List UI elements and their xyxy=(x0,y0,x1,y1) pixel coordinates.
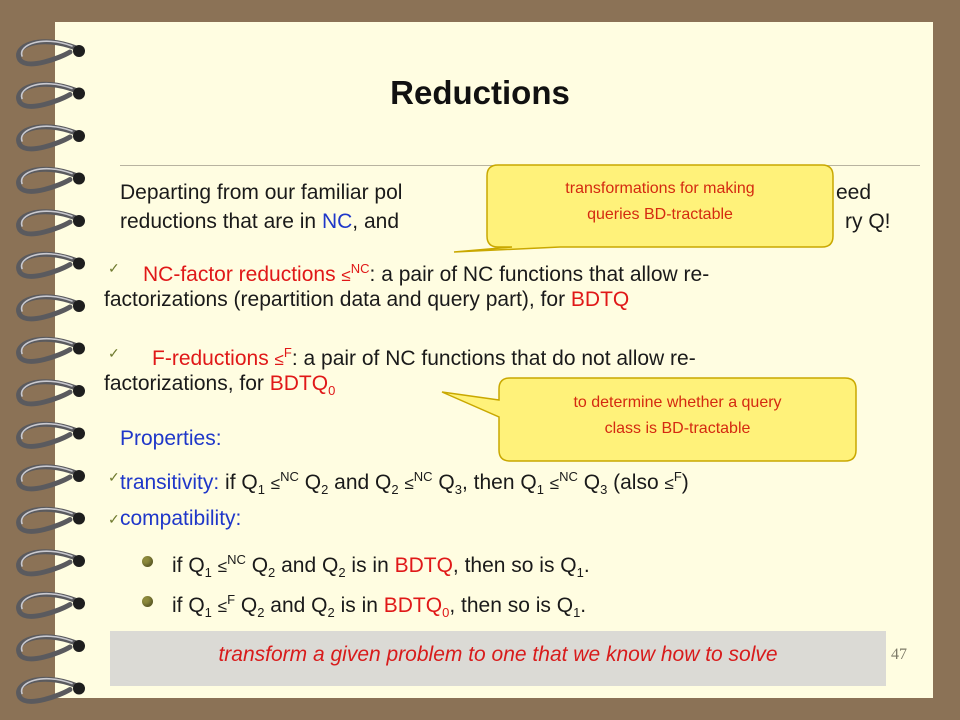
callout-2-text: to determine whether a query class is BD-tractable xyxy=(573,394,782,437)
intro-line-2-end: ry Q! xyxy=(845,210,891,233)
transitivity-line: transitivity: if $Q_1 \le^{NC}$ $Q_2$ and $Q_2 \le^{NC}$ $Q_3$, then $Q_1 \le^{NC}$ $Q_3$ (also ≤$^F$) xyxy=(120,469,689,498)
slide-title: Reductions xyxy=(390,74,570,111)
callout-1-text: transformations for making queries BD-tractable xyxy=(565,180,755,223)
check-icon: ✓ xyxy=(108,345,120,361)
compatibility-bullet-1: if $Q_1 \le^{NC}$ $Q_2$ and $Q_2$ is in BDTQ, then so is $Q_1$. xyxy=(172,552,590,581)
nc-term: NC xyxy=(321,210,353,233)
page-number: 47 xyxy=(891,646,907,663)
f-reductions-line-2: factorizations, for $BDTQ_0$ xyxy=(104,372,336,399)
intro-line-2: reductions that are in NC, and xyxy=(120,210,400,233)
properties-heading: Properties: xyxy=(120,427,222,450)
summary-text: transform a given problem to one that we know how to solve xyxy=(218,643,778,666)
check-icon: ✓ xyxy=(108,469,120,485)
check-icon: ✓ xyxy=(108,260,120,276)
intro-line-1-end: eed xyxy=(836,181,872,204)
summary-banner xyxy=(110,631,886,686)
compatibility-bullet-2: if $Q_1 \le^F$ $Q_2$ and $Q_2$ is in $BDTQ_0$, then so is $Q_1$. xyxy=(172,592,587,621)
check-icon: ✓ xyxy=(108,511,120,527)
intro-line-1-start: Departing from our familiar pol xyxy=(120,181,403,204)
f-reductions-line-1: F-reductions ≤$^F$: a pair of NC functions that do not allow re- xyxy=(152,345,696,370)
nc-factor-reductions-line-1: NC-factor reductions ≤$^{NC}$: a pair of NC functions that allow re- xyxy=(143,261,710,286)
compatibility-heading: compatibility: xyxy=(120,507,242,530)
nc-factor-reductions-line-2: factorizations (repartition data and query part), for BDTQ xyxy=(104,288,630,311)
